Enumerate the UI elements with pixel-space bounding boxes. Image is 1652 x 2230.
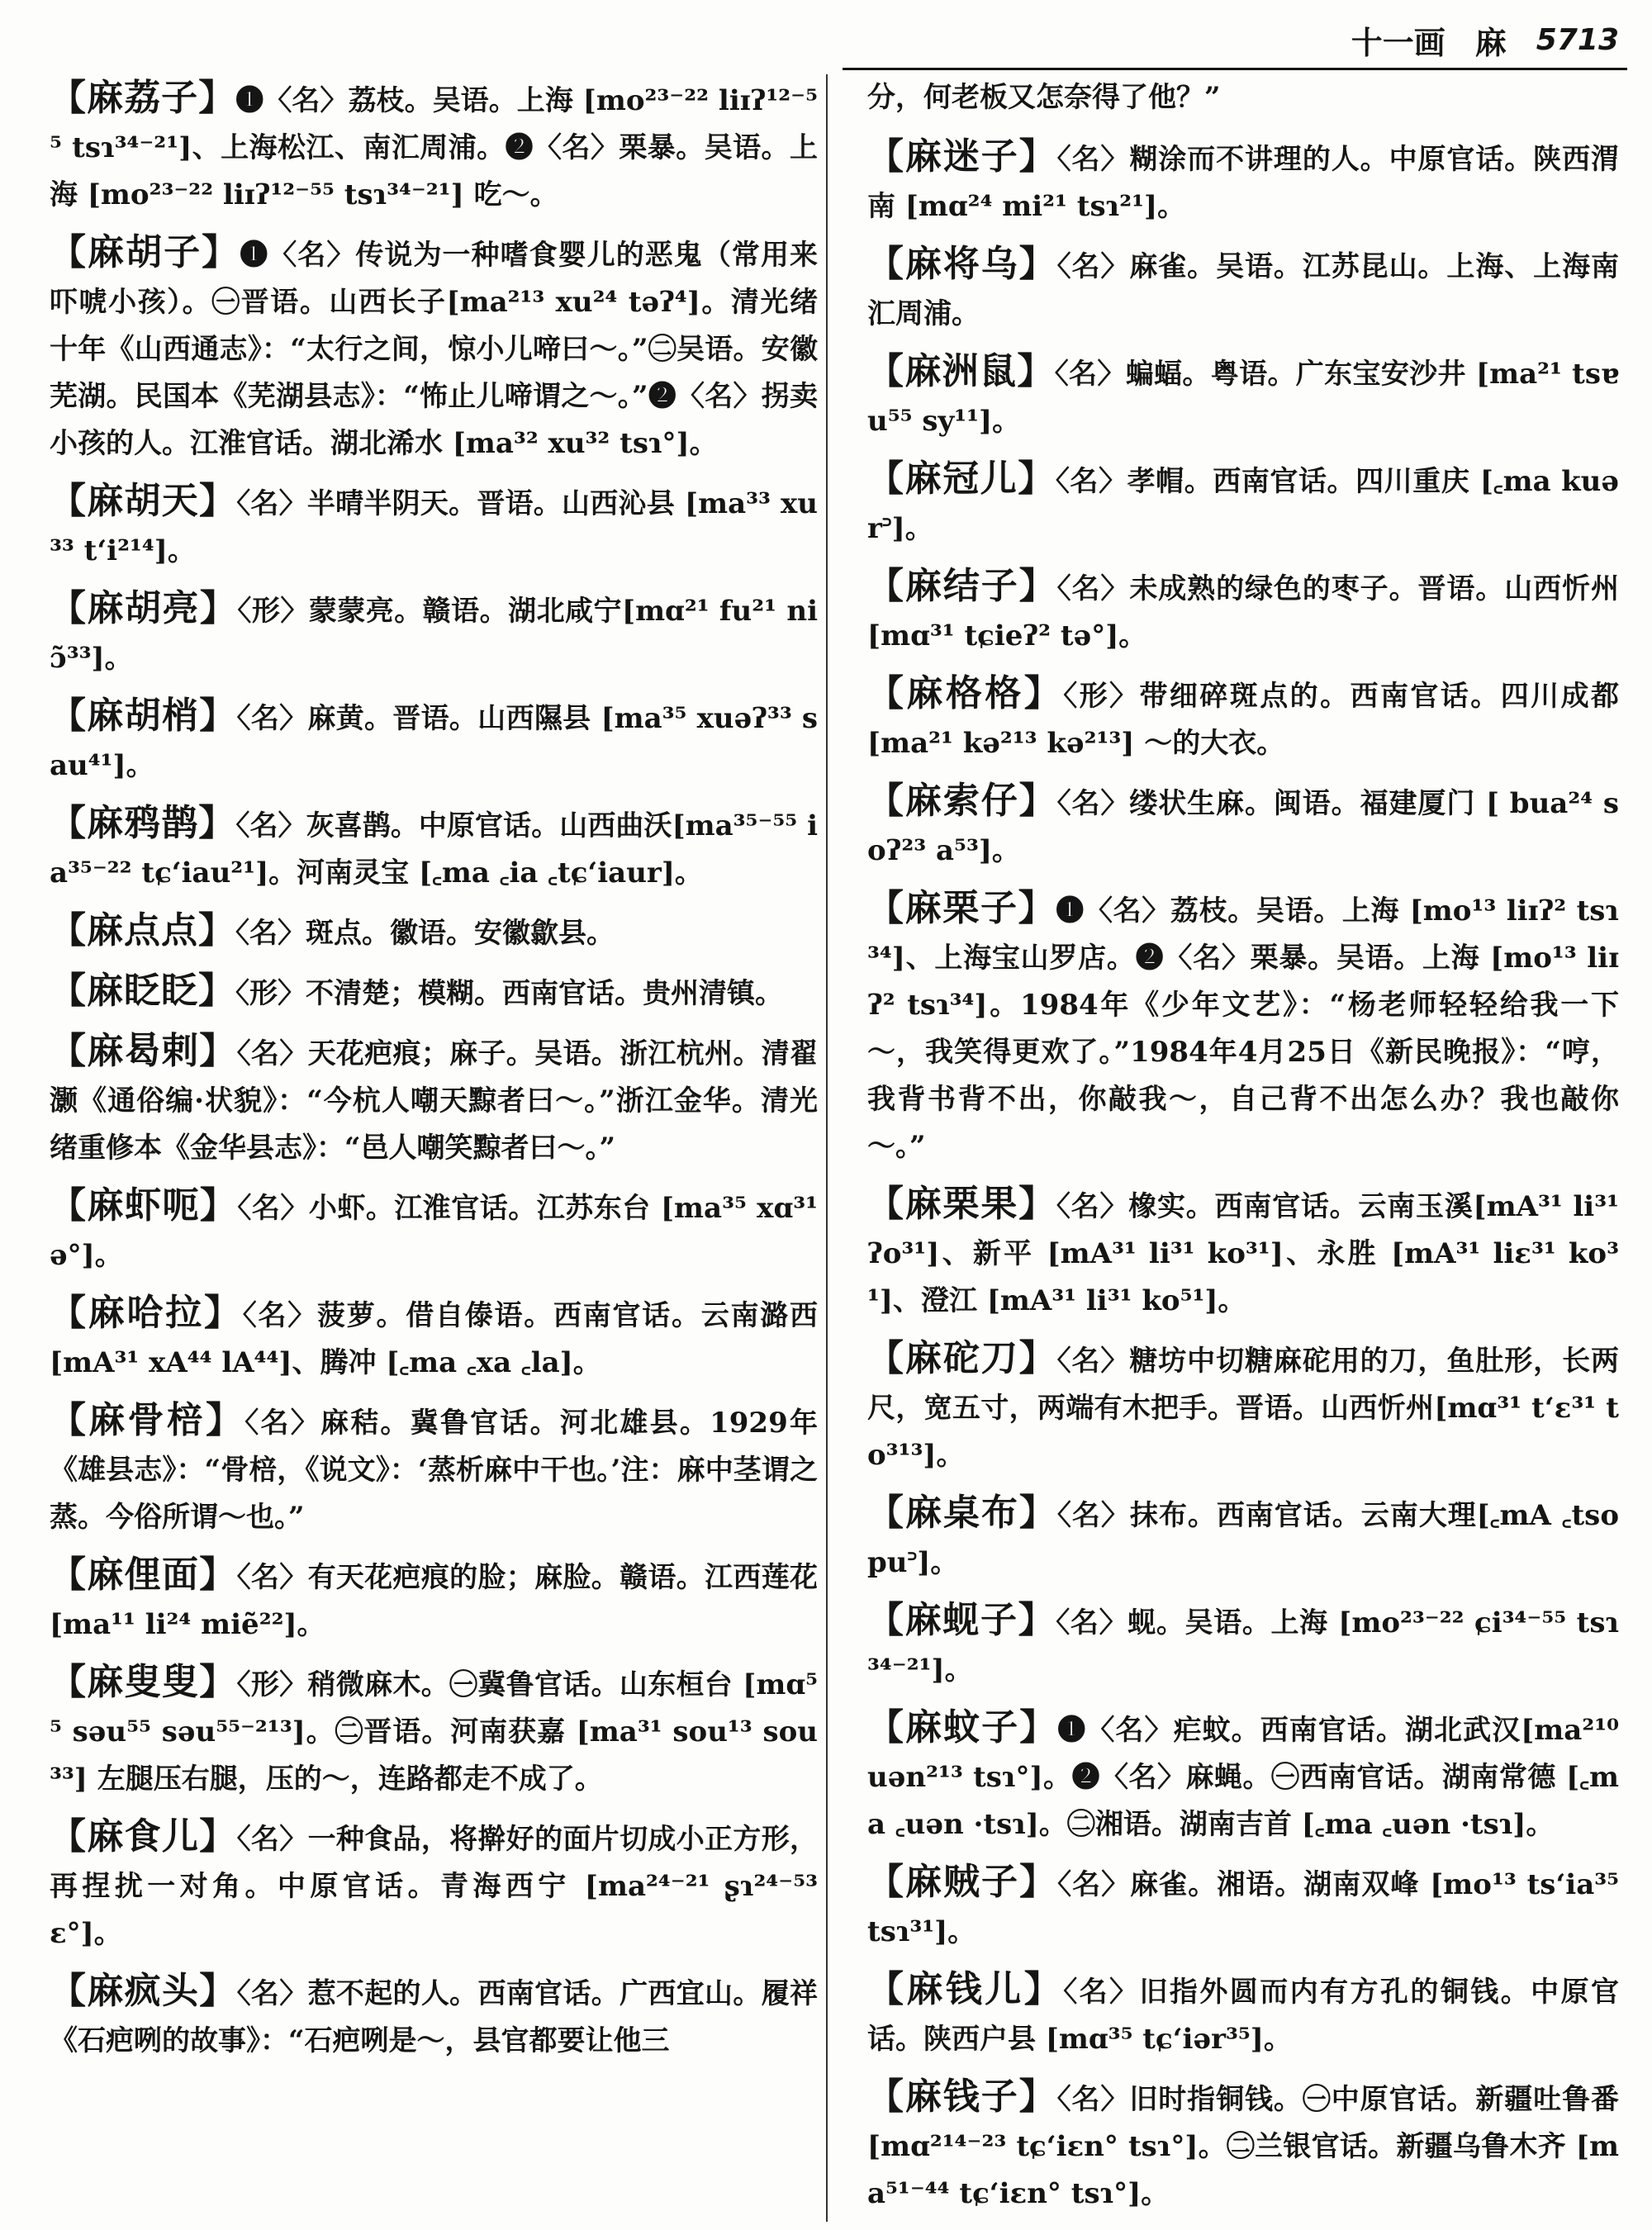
headword: 【麻鸦鹊】 bbox=[50, 802, 236, 844]
entry-text: 〈名〉抹布。西南官话。云南大理[꜀mA ꜀tso pu꜄]。 bbox=[867, 1499, 1619, 1579]
dictionary-entry bbox=[50, 799, 818, 897]
entry-text: 〈名〉麻黄。晋语。山西隰县 [ma³⁵ xuəʔ³³ sau⁴¹]。 bbox=[50, 702, 818, 782]
dictionary-entry bbox=[867, 455, 1619, 553]
headword: 【麻蚊子】 bbox=[867, 1706, 1058, 1748]
dictionary-entry bbox=[867, 1180, 1619, 1325]
entry-text: 〈名〉惹不起的人。西南官话。广西宜山。履祥《石疤咧的故事》：“石疤咧是～，县官都要让他三 bbox=[50, 1977, 819, 2057]
headword: 【麻冠儿】 bbox=[867, 458, 1056, 500]
dictionary-entry bbox=[50, 1397, 818, 1541]
headword: 【麻格格】 bbox=[867, 672, 1064, 714]
headword: 【麻哈拉】 bbox=[50, 1292, 243, 1334]
dictionary-entry bbox=[867, 1489, 1619, 1587]
dictionary-entry bbox=[867, 1704, 1619, 1848]
headword: 【麻虾呃】 bbox=[50, 1184, 238, 1226]
dictionary-entry bbox=[867, 1335, 1619, 1479]
headword: 【麻结子】 bbox=[867, 565, 1057, 607]
dictionary-entry bbox=[867, 348, 1619, 445]
entry-text: ❶〈名〉传说为一种嗜食婴儿的恶鬼（常用来吓唬小孩）。㊀晋语。山西长子[ma²¹³ xu²⁴ təʔ⁴]。清光绪十年《山西通志》：“太行之间，惊小儿啼曰～。”㊁吴语。安徽芜湖。民国本《芜湖县志》：“怖止儿啼谓之～。”❷〈名〉拐卖小孩的人。江淮官话。湖北浠水 [ma³² xu³² tsɿ°]。 bbox=[50, 239, 819, 460]
dictionary-entry bbox=[50, 585, 818, 682]
entry-text: 〈名〉旧时指铜钱。㊀中原官话。新疆吐鲁番 [mɑ²¹⁴⁻²³ tɕʻiɛn° tsɿ°]。㊁兰银官话。新疆乌鲁木齐 [ma⁵¹⁻⁴⁴ tɕʻiɛn° tsɿ°]。 bbox=[867, 2083, 1620, 2210]
entry-text: 〈名〉麻雀。吴语。江苏昆山。上海、上海南汇周浦。 bbox=[867, 250, 1620, 330]
dictionary-entry bbox=[867, 1858, 1619, 1956]
headword: 【麻疯头】 bbox=[50, 1970, 237, 2012]
dictionary-entry bbox=[50, 1182, 818, 1279]
headword: 【麻胡子】 bbox=[50, 231, 240, 273]
entry-text: 分，何老板又怎奈得了他？” bbox=[867, 81, 1221, 114]
entry-text: 〈形〉稍微麻木。㊀冀鲁官话。山东桓台 [mɑ⁵⁵ səu⁵⁵ səu⁵⁵⁻²¹³]。㊁晋语。河南获嘉 [ma³¹ sou¹³ sou³³] 左腿压右腿，压的～，连路都走不成了。 bbox=[50, 1668, 818, 1796]
dictionary-entry bbox=[50, 229, 818, 467]
section-label: 十一画 bbox=[1351, 23, 1446, 61]
radical-label: 麻 bbox=[1474, 23, 1507, 61]
dictionary-entry bbox=[50, 1658, 818, 1803]
entry-text: 〈名〉蝙蝠。粤语。广东宝安沙井 [ma²¹ tsɐu⁵⁵ sy¹¹]。 bbox=[867, 358, 1619, 438]
entry-text: 〈形〉不清楚；模糊。西南官话。贵州清镇。 bbox=[235, 977, 783, 1010]
entry-text: 〈名〉蚬。吴语。上海 [mo²³⁻²² ɕi³⁴⁻⁵⁵ tsɿ³⁴⁻²¹]。 bbox=[867, 1606, 1620, 1687]
dictionary-entry bbox=[50, 1027, 818, 1172]
headword: 【麻索仔】 bbox=[867, 780, 1057, 822]
entry-text: 〈名〉灰喜鹊。中原官话。山西曲沃[ma³⁵⁻⁵⁵ ia³⁵⁻²² tɕʻiau²¹]。河南灵宝 [꜀ma ꜀ia ꜀tɕʻiaur]。 bbox=[50, 809, 818, 890]
headword: 【麻栗果】 bbox=[867, 1183, 1056, 1225]
headword: 【麻胡亮】 bbox=[50, 587, 238, 629]
entry-text: 〈名〉缕状生麻。闽语。福建厦门 [ bua²⁴ soʔ²³ a⁵³]。 bbox=[867, 787, 1620, 867]
dictionary-entry bbox=[50, 1967, 818, 2065]
dictionary-entry bbox=[867, 133, 1619, 230]
left-column bbox=[50, 74, 828, 2222]
entry-text: 〈名〉麻雀。湘语。湖南双峰 [mo¹³ tsʻia³⁵ tsɿ³¹]。 bbox=[867, 1868, 1620, 1948]
dictionary-entry bbox=[867, 885, 1619, 1170]
headword: 【麻贼子】 bbox=[867, 1861, 1058, 1903]
headword: 【麻栗子】 bbox=[867, 887, 1056, 929]
entry-text: ❶〈名〉疟蚊。西南官话。湖北武汉[ma²¹⁰ uən²¹³ tsɿ°]。❷〈名〉麻蝇。㊀西南官话。湖南常德 [꜀ma ꜀uən ·tsɿ]。㊁湘语。湖南吉首 [꜀ma ꜀uən ·tsɿ]。 bbox=[867, 1714, 1619, 1841]
entry-text: 〈名〉有天花疤痕的脸；麻脸。赣语。江西莲花 [ma¹¹ li²⁴ miẽ²²]。 bbox=[50, 1561, 819, 1641]
headword: 【麻荔子】 bbox=[50, 77, 236, 119]
entry-text: 〈名〉小虾。江淮官话。江苏东台 [ma³⁵ xɑ³¹ ə°]。 bbox=[50, 1192, 818, 1272]
entry-text: 〈名〉旧指外圆而内有方孔的铜钱。中原官话。陕西户县 [mɑ³⁵ tɕʻiər³⁵]。 bbox=[867, 1976, 1620, 2056]
headword: 【麻钱子】 bbox=[867, 2076, 1057, 2118]
entry-text: 〈名〉孝帽。西南官话。四川重庆 [꜀ma kuər꜄]。 bbox=[867, 465, 1619, 545]
headword: 【麻骨棓】 bbox=[50, 1399, 245, 1441]
dictionary-entry bbox=[50, 967, 818, 1018]
headword: 【麻俚面】 bbox=[50, 1554, 237, 1596]
page-number: 5713 bbox=[1536, 22, 1619, 57]
headword: 【麻桌布】 bbox=[867, 1492, 1057, 1534]
header-rule bbox=[843, 68, 1627, 70]
headword: 【麻叟叟】 bbox=[50, 1661, 237, 1703]
dictionary-entry bbox=[867, 74, 1619, 121]
headword: 【麻洲鼠】 bbox=[867, 350, 1055, 392]
entry-text: 〈名〉天花疤痕；麻子。吴语。浙江杭州。清翟灏《通俗编·状貌》：“今杭人嘲天黥者曰～。”浙江金华。清光绪重修本《金华县志》：“邑人嘲笑黥者曰～。” bbox=[50, 1037, 819, 1165]
headword: 【麻胡天】 bbox=[50, 480, 237, 522]
entry-text: 〈名〉糊涂而不讲理的人。中原官话。陕西渭南 [mɑ²⁴ mi²¹ tsɿ²¹]。 bbox=[867, 143, 1620, 223]
dictionary-entry bbox=[867, 240, 1619, 338]
dictionary-entry bbox=[867, 1597, 1619, 1694]
dictionary-entry bbox=[50, 907, 818, 957]
headword: 【麻眨眨】 bbox=[50, 970, 235, 1012]
headword: 【麻迷子】 bbox=[867, 135, 1057, 178]
entry-text: 〈名〉糖坊中切糖麻砣用的刀，鱼肚形，长两尺，宽五寸，两端有木把手。晋语。山西忻州[mɑ³¹ tʻɛ³¹ to³¹³]。 bbox=[867, 1345, 1620, 1472]
headword: 【麻将乌】 bbox=[867, 243, 1057, 285]
dictionary-entry bbox=[50, 1813, 818, 1957]
dictionary-entry bbox=[867, 777, 1619, 875]
entry-text: 〈名〉半晴半阴天。晋语。山西沁县 [ma³³ xu³³ tʻi²¹⁴]。 bbox=[50, 487, 818, 567]
headword: 【麻胡梢】 bbox=[50, 695, 237, 737]
entry-text: 〈名〉菠萝。借自傣语。西南官话。云南潞西 [mA³¹ xA⁴⁴ lA⁴⁴]、腾冲 [꜀ma ꜀xa ꜀la]。 bbox=[50, 1299, 818, 1379]
entry-text: 〈名〉斑点。徽语。安徽歙县。 bbox=[235, 917, 615, 950]
dictionary-entry bbox=[50, 692, 818, 790]
headword: 【麻砣刀】 bbox=[867, 1337, 1057, 1379]
dictionary-entry bbox=[50, 74, 818, 219]
right-column bbox=[867, 74, 1619, 2228]
headword: 【麻钱儿】 bbox=[867, 1968, 1064, 2010]
entry-text: 〈名〉一种食品，将擀好的面片切成小正方形，再捏扰一对角。中原官话。青海西宁 [ma²⁴⁻²¹ ʂɿ²⁴⁻⁵³ ɛ°]。 bbox=[50, 1823, 819, 1950]
dictionary-entry bbox=[867, 1966, 1619, 2063]
entry-text: 〈名〉未成熟的绿色的枣子。晋语。山西忻州 [mɑ³¹ tɕieʔ² tə°]。 bbox=[867, 572, 1620, 652]
entry-text: 〈形〉蒙蒙亮。赣语。湖北咸宁[mɑ²¹ fu²¹ niɔ̃³³]。 bbox=[50, 595, 819, 675]
entry-text: 〈名〉麻秸。冀鲁官话。河北雄县。1929年《雄县志》：“骨棓，《说文》：‘蒸析麻中干也。’注：麻中茎谓之蒸。今俗所谓～也。” bbox=[50, 1407, 818, 1534]
headword: 【麻点点】 bbox=[50, 909, 235, 951]
entry-text: 〈名〉橡实。西南官话。云南玉溪[mA³¹ li³¹ ʔo³¹]、新平 [mA³¹ li³¹ ko³¹]、永胜 [mA³¹ liɛ³¹ ko³¹]、澄江 [mA³¹ li³¹ ko⁵¹]。 bbox=[867, 1190, 1619, 1317]
entry-text: ❶〈名〉荔枝。吴语。上海 [mo¹³ liɪʔ² tsɿ³⁴]、上海宝山罗店。❷〈名〉栗暴。吴语。上海 [mo¹³ liɪʔ² tsɿ³⁴]。1984年《少年文艺》：“杨老师轻轻给我一下～，我笑得更欢了。”1984年4月25日《新民晚报》：“哼，我背书背不出，你敲我～，自己背不出怎么办？我也敲你～。” bbox=[867, 894, 1619, 1163]
entry-text: ❶〈名〉荔枝。吴语。上海 [mo²³⁻²² liɪʔ¹²⁻⁵⁵ tsɿ³⁴⁻²¹]、上海松江、南汇周浦。❷〈名〉栗暴。吴语。上海 [mo²³⁻²² liɪʔ¹²⁻⁵⁵ tsɿ³⁴⁻²¹] 吃～。 bbox=[50, 84, 819, 211]
dictionary-entry bbox=[50, 477, 818, 575]
dictionary-entry bbox=[50, 1551, 818, 1649]
headword: 【麻蚬子】 bbox=[867, 1599, 1056, 1641]
dictionary-entry bbox=[867, 2073, 1619, 2218]
dictionary-entry bbox=[50, 1289, 818, 1387]
headword: 【麻食儿】 bbox=[50, 1815, 237, 1858]
entry-text: 〈形〉带细碎斑点的。西南官话。四川成都 [ma²¹ kə²¹³ kə²¹³] ～的大衣。 bbox=[867, 680, 1620, 760]
page-header bbox=[1123, 15, 1619, 64]
dictionary-entry bbox=[867, 562, 1619, 660]
headword: 【麻曷剌】 bbox=[50, 1030, 237, 1072]
dictionary-entry bbox=[867, 670, 1619, 767]
